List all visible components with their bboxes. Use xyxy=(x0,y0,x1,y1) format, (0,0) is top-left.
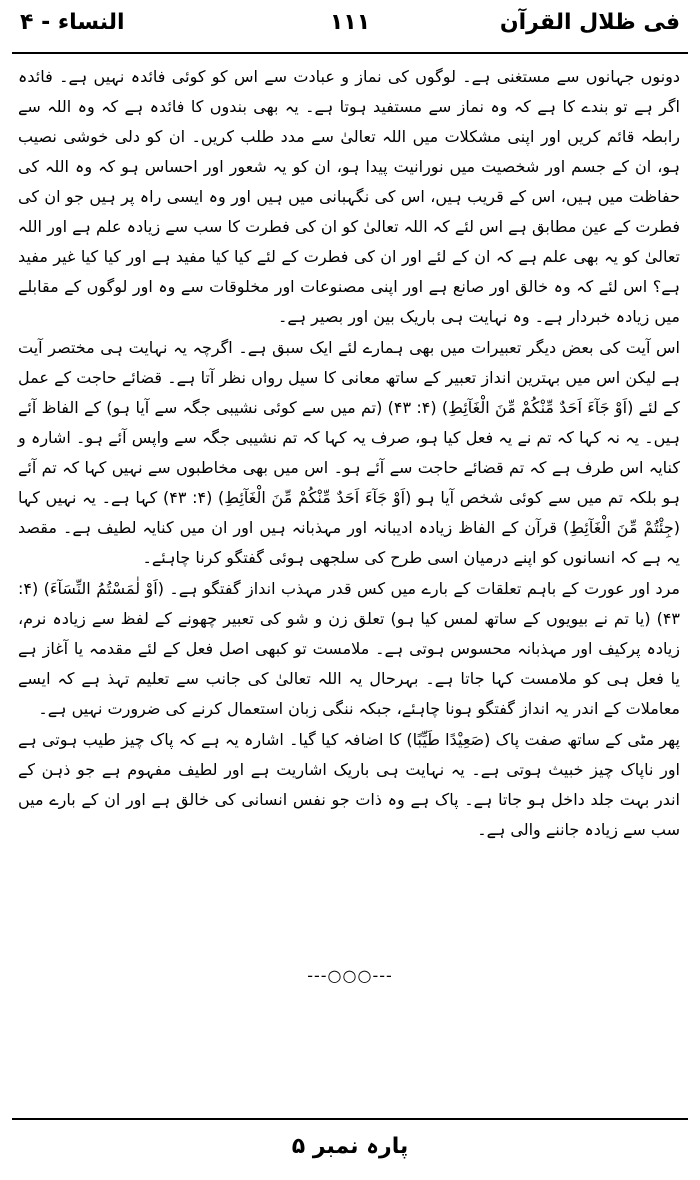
paragraph: اس آیت کی بعض دیگر تعبیرات میں بھی ہمارے لئے ایک سبق ہے۔ اگرچہ یہ نہایت ہی مختصر آیت ہے لیکن اس میں بہترین انداز تعبیر کے ساتھ معانی کا سیل رواں نظر آتا ہے۔ قضائے حاجت کے عمل کے لئے (اَوْ جَآءَ اَحَدٌ مِّنْكُمْ مِّنَ الْغَآئِطِ) (۴: ۴۳) (تم میں سے کوئی نشیبی جگہ سے آیا ہو) کے الفاظ آئے ہیں۔ یہ نہ کہا کہ تم نے یہ فعل کیا ہو، صرف یہ کہا کہ تم نشیبی جگہ سے واپس آئے ہو۔ اشارہ و کنایہ اس طرف ہے کہ تم قضائے حاجت سے آئے ہو۔ اس میں بھی مخاطبوں سے نہیں کہا کہ تم آئے ہو بلکہ تم میں سے کوئی شخص آیا ہو (اَوْ جَآءَ اَحَدٌ مِّنْكُمْ مِّنَ الْغَآئِطِ) (۴: ۴۳) کہا ہے۔ یہ نہیں کہا (جِئْتُمْ مِّنَ الْغَآئِطِ) قرآن کے الفاظ زیادہ ادیبانہ اور مہذبانہ ہیں اور ان میں کنایہ لطیف ہے۔ مقصد یہ ہے کہ انسانوں کو اپنے درمیان اسی طرح کی سلجھی ہوئی گفتگو کرنا چاہئے۔ xyxy=(18,338,681,567)
paragraph: دونوں جہانوں سے مستغنی ہے۔ لوگوں کی نماز و عبادت سے اس کو کوئی فائدہ نہیں ہے۔ فائدہ اگر ہے تو بندے کا ہے کہ وہ نماز سے مستفید ہوتا ہے۔ یہ بھی بندوں کا فائدہ ہے کہ وہ اللہ سے رابطہ قائم کریں اور اپنی مشکلات میں اللہ تعالیٰ سے مدد طلب کریں۔ ان کو دلی خوشی نصیب ہو، ان کے جسم اور شخصیت میں نورانیت پیدا ہو، ان کو یہ شعور اور احساس ہو کہ وہ اللہ کی حفاظت میں ہیں، اس کے قریب ہیں، اس کی نگہبانی میں ہیں اور وہ ایسی راہ پر ہیں جو ان کی فطرت کے عین مطابق ہے اس لئے کہ اللہ تعالیٰ کو ان کی فطرت کا سب سے زیادہ علم ہے اور اللہ تعالیٰ کو یہ بھی علم ہے کہ ان کے لئے اور ان کی فطرت کے لئے کیا کیا مفید ہے اور کیا کیا غیر مفید ہے؟ اس لئے کہ وہ خالق اور صانع ہے اور اپنی مصنوعات اور مخلوقات سے وہ اور لوگوں کے مقابلے میں زیادہ خبردار ہے۔ وہ نہایت ہی باریک بین اور بصیر ہے۔ xyxy=(18,67,680,326)
chapter-label: النساء - ۴ xyxy=(20,10,125,35)
paragraph: پھر مٹی کے ساتھ صفت پاک (صَعِيْدًا طَيِّبًا) کا اضافہ کیا گیا۔ اشارہ یہ ہے کہ پاک چیز طیب ہوتی ہے اور ناپاک چیز خبیث ہوتی ہے۔ یہ نہایت ہی باریک اشاریت ہے اور لطیف مفہوم ہے جو ذہن کے اندر بہت جلد داخل ہو جاتا ہے۔ پاک ہے وہ ذات جو نفس انسانی کی خالق ہے اور ان کے بارے میں سب سے زیادہ جاننے والی ہے۔ xyxy=(18,730,680,839)
page-header xyxy=(12,6,688,46)
footer-divider xyxy=(12,1118,688,1120)
header-divider xyxy=(12,52,688,54)
body-text xyxy=(18,62,680,845)
section-separator: ---○○○--- xyxy=(307,966,393,985)
page-number: ۱۱۱ xyxy=(329,10,371,35)
paragraph: مرد اور عورت کے باہم تعلقات کے بارے میں کس قدر مہذب انداز گفتگو ہے۔ (اَوْ لٰمَسْتُمُ النِّسَآءَ) (۴: ۴۳) (یا تم نے بیویوں کے ساتھ لمس کیا ہو) تعلق زن و شو کی تعبیر چھونے کے لفظ سے زیادہ نرم، زیادہ پرکیف اور مہذبانہ محسوس ہوتی ہے۔ ملامست تو کبھی اصل فعل کے لئے مقدمہ یا آغاز ہے یا فعل ہی کو ملامست کہا جاتا ہے۔ بہرحال یہ اللہ تعالیٰ کی جانب سے تعلیم تہذ ہے کہ ایسے معاملات کے اندر یہ انداز گفتگو ہونا چاہئے، جبکہ ننگی زبان استعمال کرنے کی ضرورت نہیں ہے۔ xyxy=(18,579,680,718)
page-footer: پارہ نمبر ۵ xyxy=(291,1134,409,1159)
book-title: فی ظلال القرآن xyxy=(499,10,680,35)
